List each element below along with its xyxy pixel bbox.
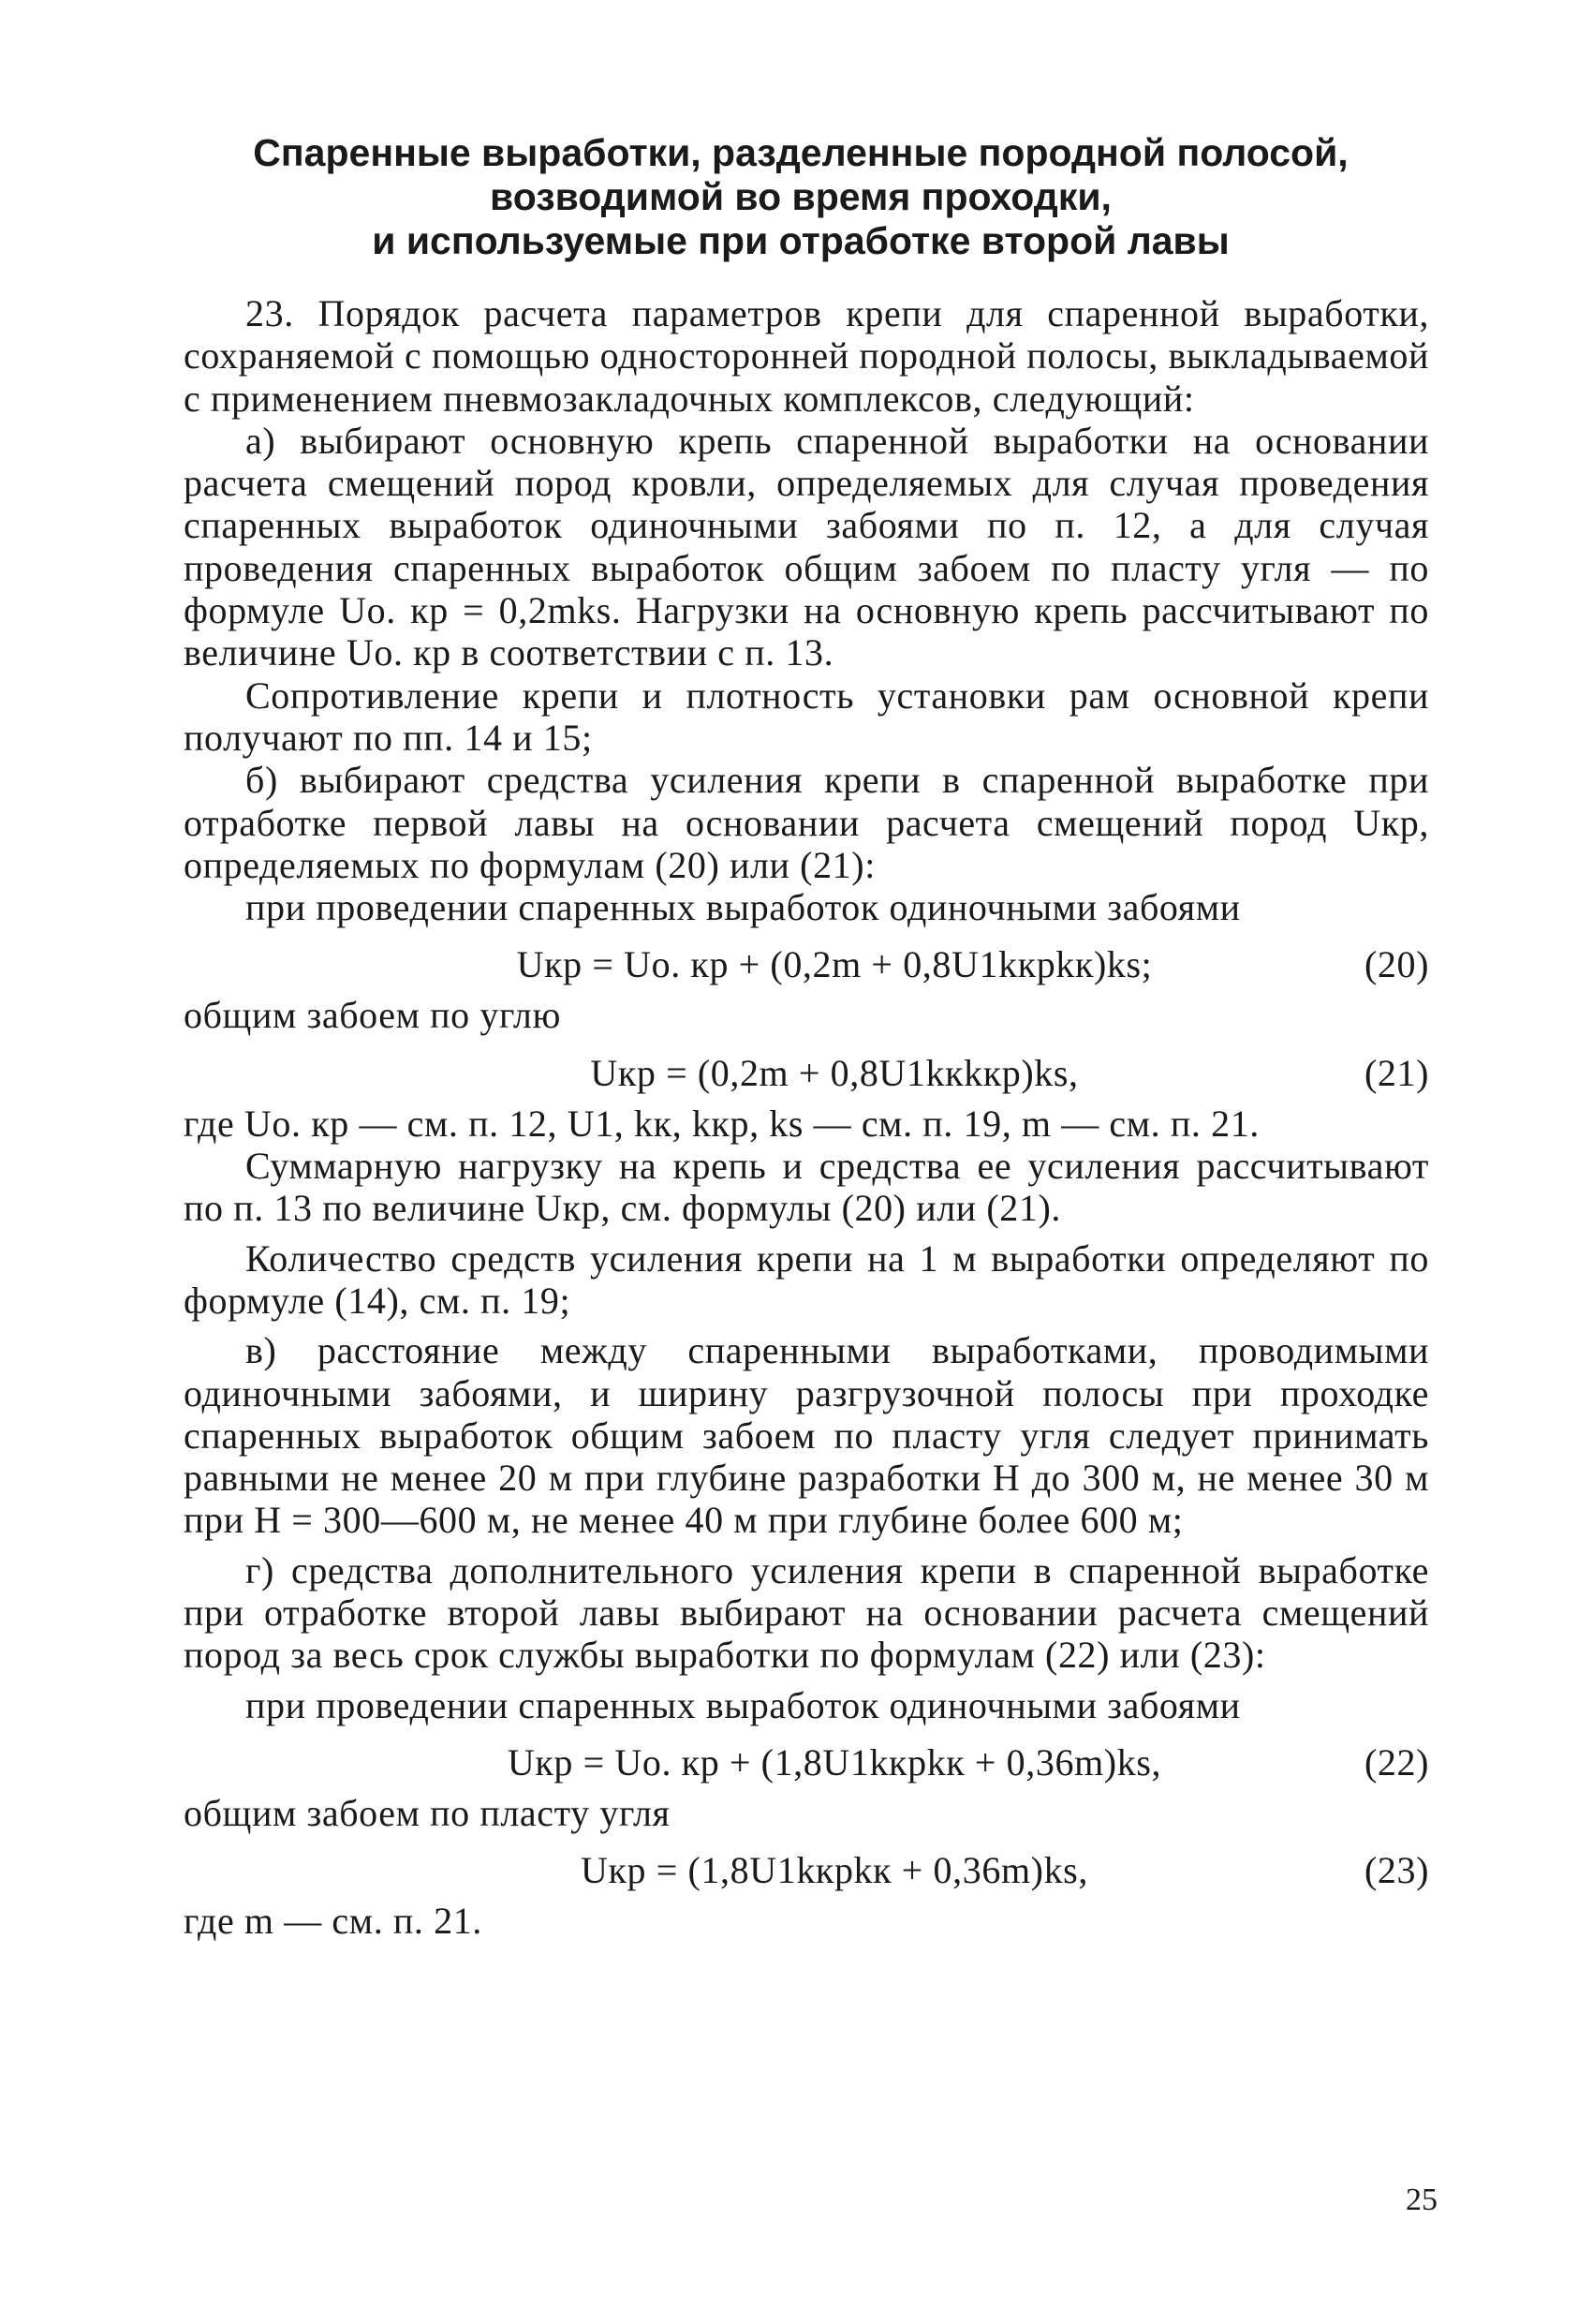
formula-21 (184, 1043, 1429, 1099)
page-number: 25 (1406, 2183, 1438, 2217)
formula-20 (184, 934, 1429, 990)
heading-line-2: возводимой во время проходки, (490, 175, 1112, 218)
paragraph-23: 23. Порядок расчета параметров крепи для спаренной выработки, сохраняемой с помощью односторонней породной полосы, выкладываемой с применением пневмозакладочных комплексов, следующий: (184, 292, 1429, 420)
paragraph-b-mid: общим забоем по углю (184, 994, 561, 1037)
formula-22 (184, 1732, 1429, 1788)
paragraph-g-where: где m — см. п. 21. (184, 1900, 482, 1943)
formula-23-expression: Uкр = (1,8U1kкрkк + 0,36m)ks, (581, 1849, 1088, 1892)
paragraph-v: в) расстояние между спаренными выработками, проводимыми одиночными забоями, и ширину разгрузочной полосы при проходке спаренных выработок общим забоем по пласту угля следует принимать равными не менее 20 м при глубине разработки H до 300 м, не менее 30 м при H = 300—600 м, не менее 40 м при глубине более 600 м; (184, 1329, 1429, 1542)
paragraph-g-intro: при проведении спаренных выработок одиночными забоями (245, 1683, 1241, 1726)
paragraph-g: г) средства дополнительного усиления крепи в спаренной выработке при отработке второй лавы выбирают на основании расчета смещений пород за весь срок службы выработки по формулам (22) или (23): (184, 1548, 1429, 1677)
formula-20-number: (20) (1364, 943, 1429, 986)
paragraph-g-mid: общим забоем по пласту угля (184, 1791, 671, 1834)
formula-23-number: (23) (1364, 1849, 1429, 1892)
heading-line-3: и используемые при отработке второй лавы (372, 219, 1230, 262)
heading-line-1: Спаренные выработки, разделенные породной полосой, (253, 131, 1349, 174)
formula-22-expression: Uкр = Uо. кр + (1,8U1kкрkк + 0,36m)ks, (507, 1740, 1162, 1784)
paragraph-a-resistance: Сопротивление крепи и плотность установки рам основной крепи получают по пп. 14 и 15; (184, 674, 1429, 759)
formula-20-expression: Uкр = Uо. кр + (0,2m + 0,8U1kкрkк)ks; (516, 943, 1153, 986)
paragraph-b: б) выбирают средства усиления крепи в спаренной выработке при отработке первой лавы на основании расчета смещений пород Uкр, определяемых по формулам (20) или (21): (184, 759, 1429, 886)
body-text (184, 292, 1429, 1943)
formula-21-number: (21) (1364, 1051, 1429, 1094)
paragraph-a: а) выбирают основную крепь спаренной выработки на основании расчета смещений пород кровли, определяемых для случая проведения спаренных выработок одиночными забоями по п. 12, а для случая проведения спаренных выработок общим забоем по пласту угля — по формуле Uо. кр = 0,2mks. Нагрузки на основную крепь рассчитывают по величине Uо. кр в соответствии с п. 13. (184, 419, 1429, 674)
section-heading (169, 131, 1433, 263)
paragraph-b-intro: при проведении спаренных выработок одиночными забоями (245, 886, 1241, 929)
formula-22-number: (22) (1364, 1740, 1429, 1784)
formula-21-expression: Uкр = (0,2m + 0,8U1kкkкр)ks, (590, 1051, 1079, 1094)
paragraph-b-count: Количество средств усиления крепи на 1 м выработки определяют по формуле (14), см. п. 19; (184, 1236, 1429, 1322)
paragraph-b-sum: Суммарную нагрузку на крепь и средства ее усиления рассчитывают по п. 13 по величине Uкр, см. формулы (20) или (21). (184, 1145, 1429, 1230)
paragraph-b-where: где Uо. кр — см. п. 12, U1, kк, kкр, ks — см. п. 19, m — см. п. 21. (184, 1102, 1260, 1145)
formula-23 (184, 1840, 1429, 1896)
